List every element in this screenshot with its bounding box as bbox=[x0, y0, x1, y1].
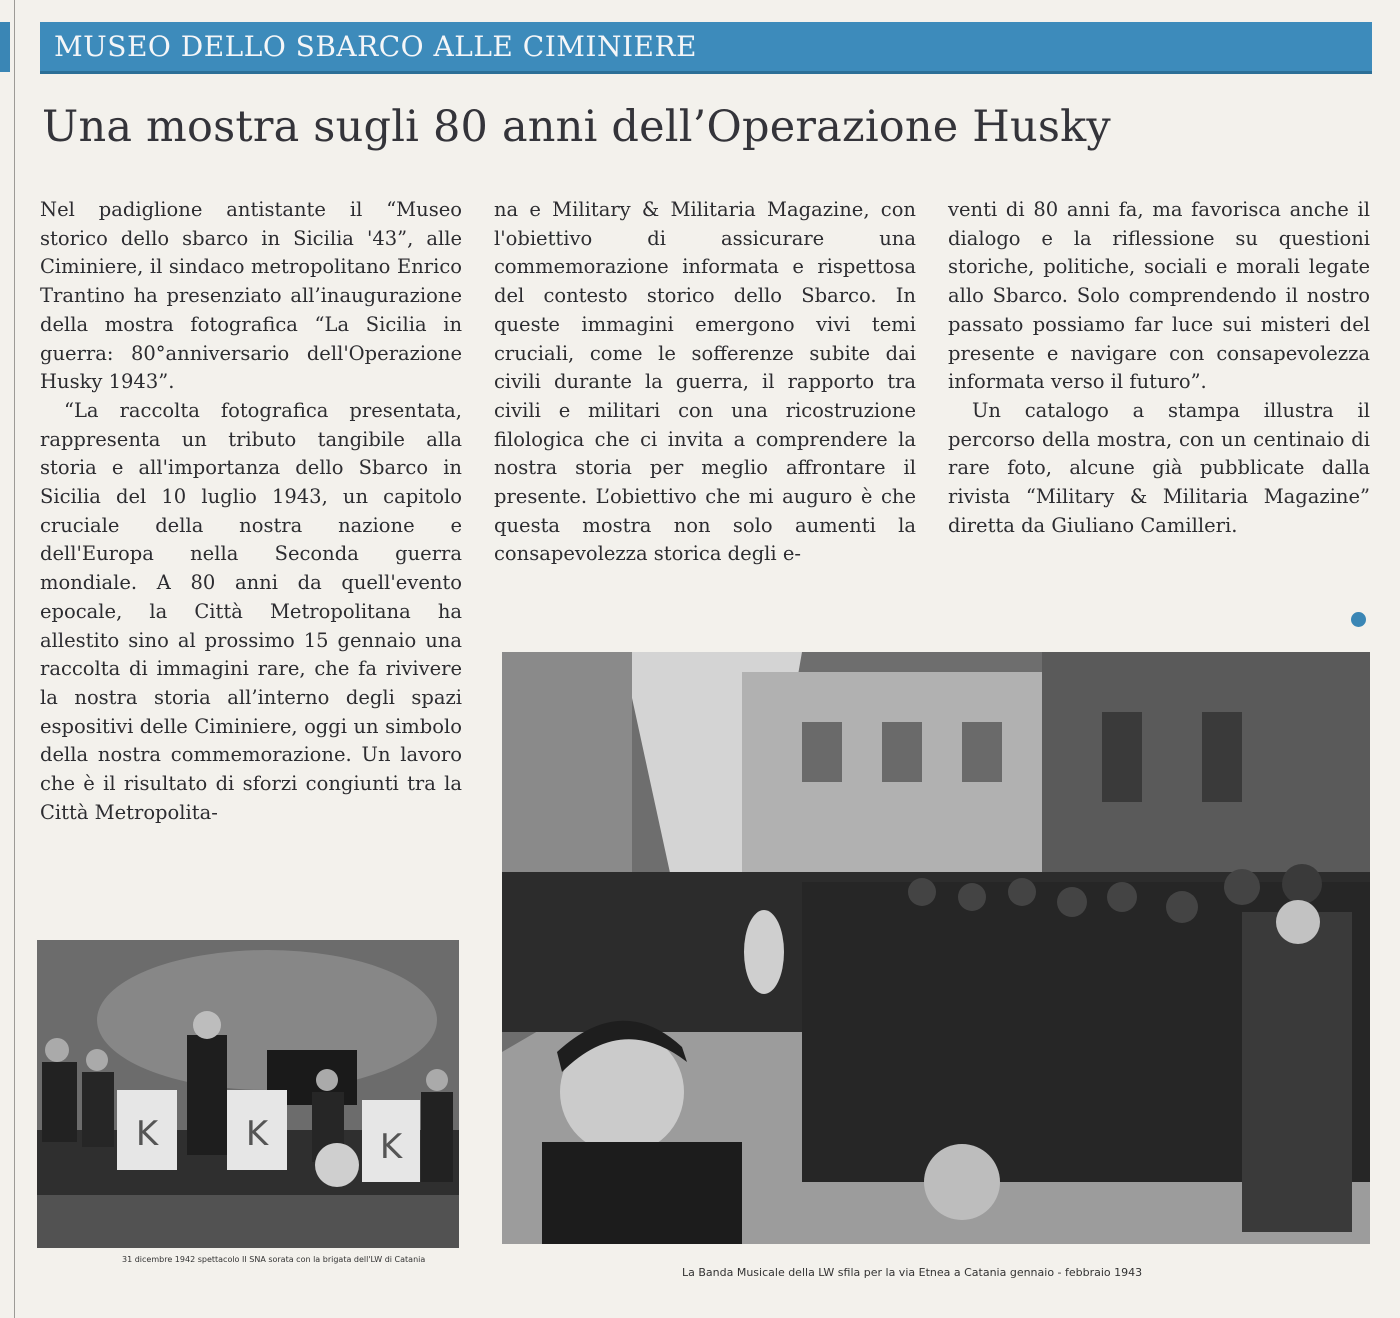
svg-text:K: K bbox=[245, 1114, 269, 1154]
article-paragraph: “La raccolta fotografica presentata, rappresenta un tributo tangibile alla storia e all'importanza dello Sbarco in Sicilia del 10 luglio 1943, un capitolo cruciale della nostra nazione e dell'Europa nella Seconda guerra mondiale. A 80 anni da quell'evento epocale, la Città Metropolitana ha allestito sino al prossimo 15 gennaio una raccolta di immagini rare, che fa rivivere la nostra storia all’interno degli spazi espositivi delle Ciminiere, oggi un simbolo della nostra commemorazione. Un lavoro che è il risultato di sforzi congiunti tra la Città Metropolita- bbox=[40, 398, 462, 824]
article-paragraph: Un catalogo a stampa illustra il percorso della mostra, con un centinaio di rare foto, alcune già pubblicate dalla rivista “Military & Militaria Magazine” diretta da Giuliano Camilleri. bbox=[948, 398, 1370, 537]
article-column-3 bbox=[948, 196, 1370, 540]
end-of-article-dot-icon bbox=[1351, 612, 1366, 627]
photo-caption-large: La Banda Musicale della LW sfila per la via Etnea a Catania gennaio - febbraio 1943 bbox=[682, 1266, 1143, 1279]
svg-text:K: K bbox=[135, 1114, 159, 1154]
article-column-1 bbox=[40, 196, 462, 827]
adjacent-kicker-tab bbox=[0, 22, 10, 72]
adjacent-page-strip bbox=[0, 0, 15, 1318]
photo-caption-small: 31 dicembre 1942 spettacolo II SNA sorata con la brigata dell'LW di Catania bbox=[122, 1255, 426, 1264]
svg-text:K: K bbox=[379, 1127, 403, 1167]
photo-band-parade bbox=[502, 652, 1370, 1244]
article-headline: Una mostra sugli 80 anni dell’Operazione Husky bbox=[42, 102, 1111, 152]
photo-parade-illustration bbox=[502, 652, 1370, 1244]
article-paragraph: Nel padiglione antistante il “Museo storico dello sbarco in Sicilia '43”, alle Ciminiere, il sindaco metropolitano Enrico Trantino ha presenziato all’inaugurazione della mostra fotografica “La Sicilia in guerra: 80°anniversario dell'Operazione Husky 1943”. bbox=[40, 198, 462, 394]
article-paragraph: venti di 80 anni fa, ma favorisca anche il dialogo e la riflessione su questioni storiche, politiche, sociali e morali legate allo Sbarco. Solo comprendendo il nostro passato possiamo far luce sui misteri del presente e navigare con consapevolezza informata verso il futuro”. bbox=[948, 198, 1370, 394]
photo-stage-illustration bbox=[37, 940, 459, 1248]
photo-stage-performance bbox=[37, 940, 459, 1248]
article-paragraph: na e Military & Militaria Magazine, con l'obiettivo di assicurare una commemorazione informata e rispettosa del contesto storico dello Sbarco. In queste immagini emergono vivi temi cruciali, come le sofferenze subite dai civili durante la guerra, il rapporto tra civili e militari con una ricostruzione filologica che ci invita a comprendere la nostra storia per meglio affrontare il presente. L’obiettivo che mi auguro è che questa mostra non solo aumenti la consapevolezza storica degli e- bbox=[494, 198, 916, 566]
article-column-2 bbox=[494, 196, 916, 569]
section-kicker bbox=[40, 22, 1372, 74]
kicker-text: MUSEO DELLO SBARCO ALLE CIMINIERE bbox=[54, 30, 697, 63]
